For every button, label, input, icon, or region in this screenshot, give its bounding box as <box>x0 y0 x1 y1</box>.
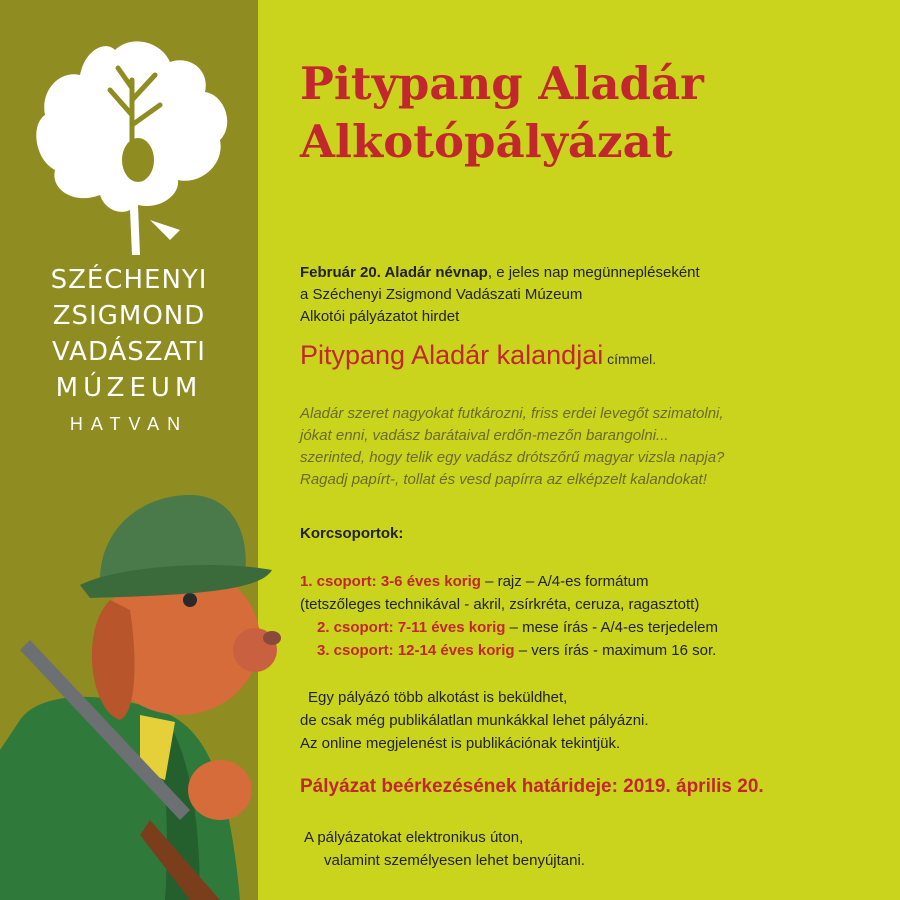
story-quote <box>300 403 724 491</box>
notes-line-2: de csak még publikálatlan munkákkal lehet pályázni. <box>300 712 649 729</box>
title-line-2: Alkotópályázat <box>300 115 673 168</box>
age-groups-list <box>300 570 718 662</box>
museum-sidebar <box>0 0 258 900</box>
museum-name-line-3: VADÁSZATI <box>52 337 206 367</box>
group-3 <box>300 639 718 662</box>
age-groups-heading: Korcsoportok: <box>300 525 404 542</box>
intro-line-3: Alkotói pályázatot hirdet <box>300 308 460 325</box>
title-line-1: Pitypang Aladár <box>300 57 704 110</box>
quote-line-2: jókat enni, vadász barátaival erdőn-mezőn barangolni... <box>300 427 669 444</box>
intro-paragraph <box>300 262 700 328</box>
intro-line-1-rest: , e jeles nap megünnepléseként <box>487 264 700 281</box>
notes-line-3: Az online megjelenést is publikációnak tekintjük. <box>300 735 621 752</box>
museum-name-line-4: MÚZEUM <box>55 373 203 403</box>
quote-line-3: szerinted, hogy telik egy vadász drótszőrű magyar vizsla napja? <box>300 449 725 466</box>
group-2 <box>300 616 718 639</box>
submission-line-1: A pályázatokat elektronikus úton, <box>304 829 524 846</box>
group-2-label: 2. csoport: 7-11 éves korig <box>317 619 506 636</box>
competition-subtitle <box>300 340 656 371</box>
rules-notes <box>300 686 649 755</box>
main-content <box>258 0 900 900</box>
quote-line-1: Aladár szeret nagyokat futkározni, friss erdei levegőt szimatolni, <box>300 405 724 422</box>
intro-line-2: a Széchenyi Zsigmond Vadászati Múzeum <box>300 286 583 303</box>
museum-city: HATVAN <box>69 414 189 434</box>
submission-info <box>304 826 585 872</box>
subtitle-title: Pitypang Aladár kalandjai <box>300 340 604 370</box>
group-1-label: 1. csoport: 3-6 éves korig <box>300 573 481 590</box>
page-title <box>300 55 704 171</box>
deer-tree-logo-icon <box>20 20 240 260</box>
museum-name-line-1: SZÉCHENYI <box>50 265 208 295</box>
museum-name <box>0 262 258 435</box>
group-1 <box>300 570 718 593</box>
subtitle-suffix: címmel. <box>603 351 657 367</box>
group-2-detail: – mese írás - A/4-es terjedelem <box>505 619 719 636</box>
dog-hunter-illustration <box>0 490 300 900</box>
notes-line-1: Egy pályázó több alkotást is beküldhet, <box>308 689 568 706</box>
group-3-label: 3. csoport: 12-14 éves korig <box>317 642 515 659</box>
submission-line-2: valamint személyesen lehet benyújtani. <box>324 852 585 869</box>
museum-name-line-2: ZSIGMOND <box>52 301 206 331</box>
group-1-detail: – rajz – A/4-es formátum <box>480 573 649 590</box>
deadline: Pályázat beérkezésének határideje: 2019. április 20. <box>300 776 764 797</box>
group-3-detail: – vers írás - maximum 16 sor. <box>514 642 717 659</box>
intro-date: Február 20. Aladár névnap <box>300 264 488 281</box>
group-1-note: (tetszőleges technikával - akril, zsírkréta, ceruza, ragasztott) <box>300 596 700 613</box>
quote-line-4: Ragadj papírt-, tollat és vesd papírra az elképzelt kalandokat! <box>300 471 707 488</box>
